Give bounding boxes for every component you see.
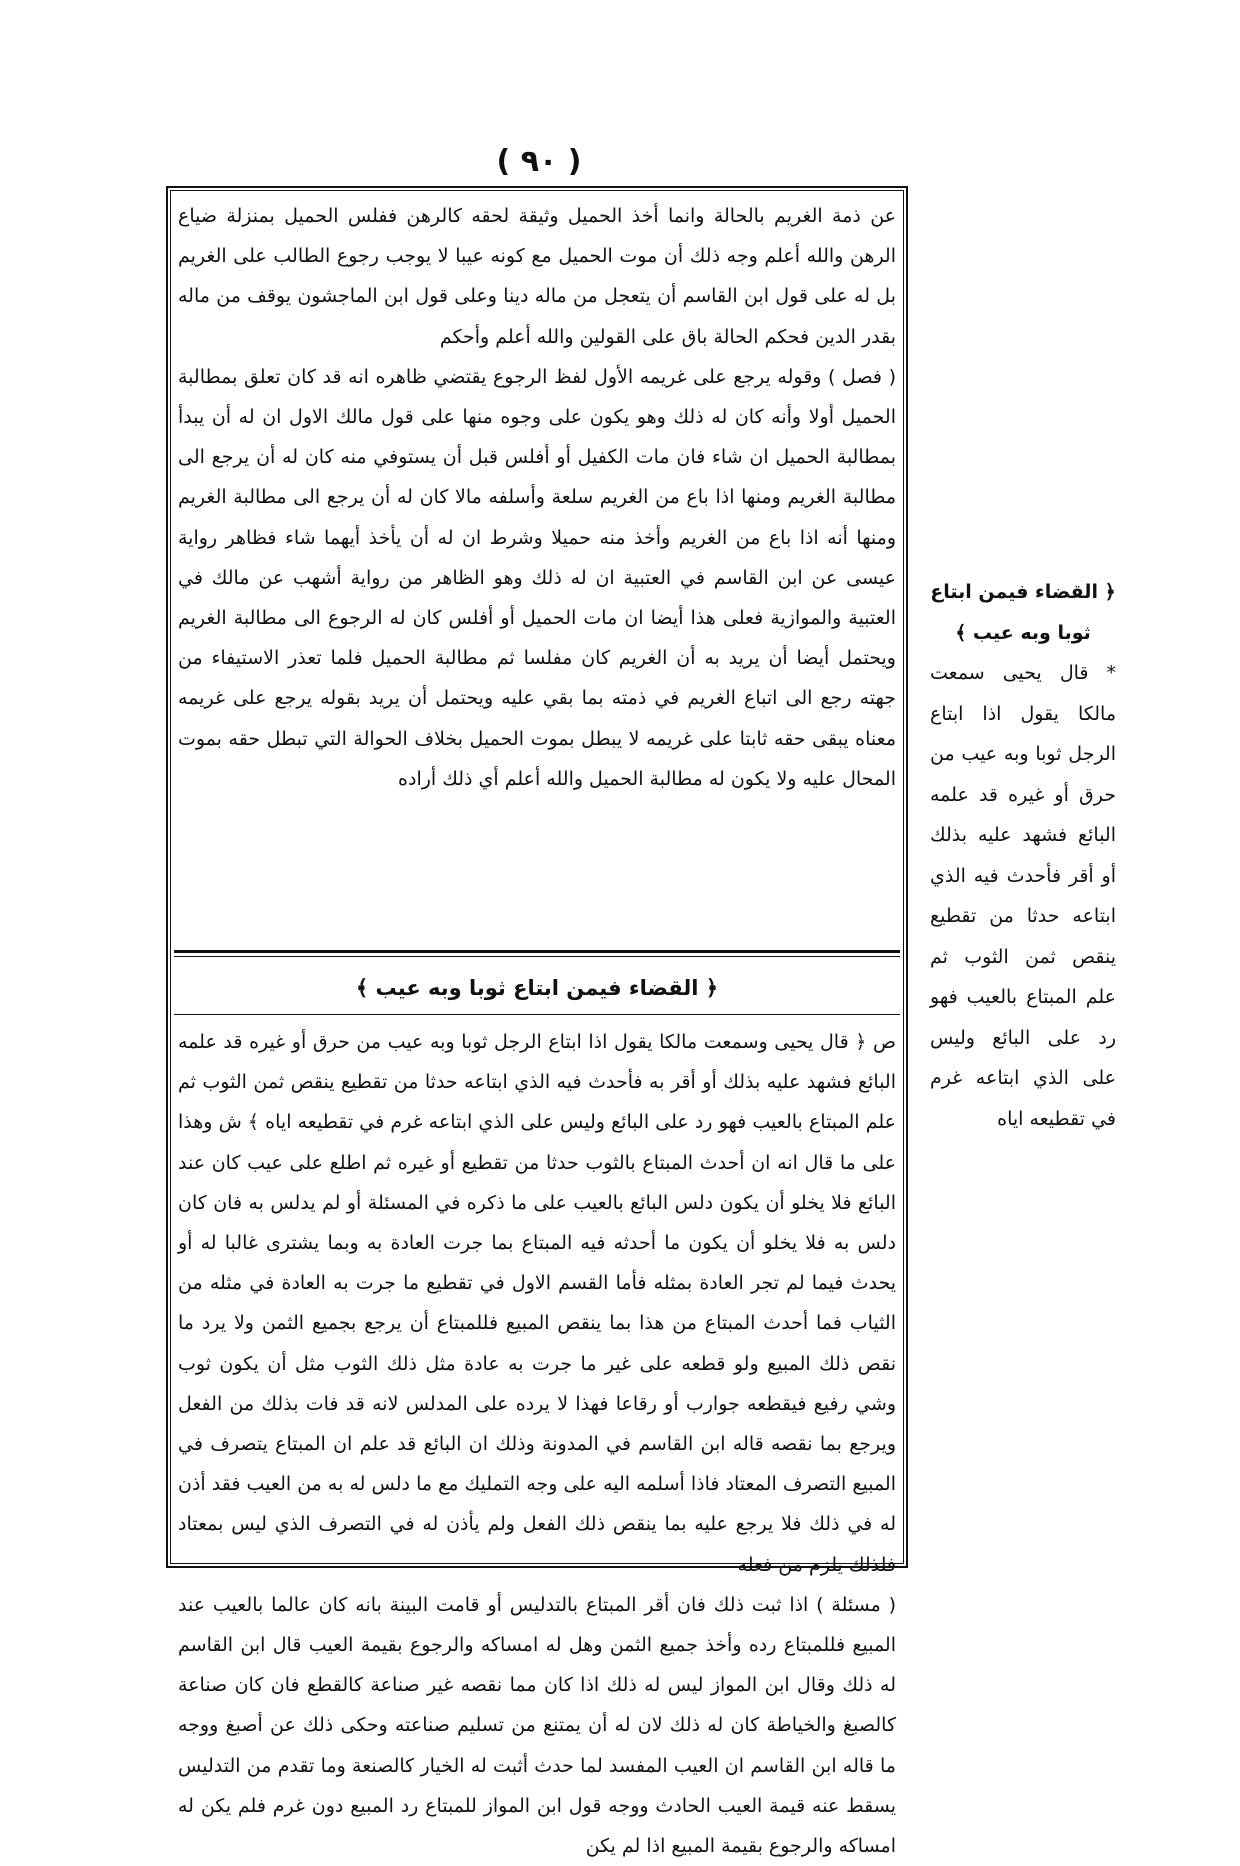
section-divider-top [174,950,900,953]
top-paragraph-1: عن ذمة الغريم بالحالة وانما أخذ الحميل وثيقة لحقه كالرهن ففلس الحميل بمنزلة ضياع الرهن والله أعلم وجه ذلك أن موت الحميل مع كونه عيبا لا يوجب رجوع الطالب على الغريم بل له على قول ابن القاسم أن يتعجل من ماله دينا وعلى قول ابن الماجشون يوقف من ماله بقدر الدين فحكم الحالة باق على القولين والله أعلم وأحكم [178,205,896,348]
margin-heading: ﴿ القضاء فيمن ابتاع ثوبا وبه عيب ﴾ [930,581,1116,644]
margin-note [930,572,1116,1139]
section-divider-bottom [174,1014,900,1015]
section-divider-top-thin [174,956,900,957]
main-text-frame [166,186,908,1858]
top-paragraph-2: ( فصل ) وقوله يرجع على غريمه الأول لفظ الرجوع يقتضي ظاهره انه قد كان تعلق بمطالبة الحميل أولا وأنه كان له ذلك وهو يكون على وجوه منها على قول مالك الاول ان له أن يبدأ بمطالبة الحميل ان شاء فان مات الكفيل أو أفلس قبل أن يستوفي منه كان له أن يرجع الى مطالبة الغريم ومنها اذا باع من الغريم سلعة وأسلفه مالا كان له أن يرجع الى مطالبة الغريم ومنها أنه اذا باع من الغريم وأخذ منه حميلا وشرط ان له أن يأخذ أيهما شاء فظاهر رواية عيسى عن ابن القاسم في العتبية ان له ذلك وهو الظاهر من رواية أشهب عن مالك في العتبية والموازية فعلى هذا أيضا ان مات الحميل أو أفلس كان له الرجوع الى مطالبة الغريم ويحتمل أيضا أن يريد به أن الغريم كان مفلسا ثم مطالبة الحميل فلما تعذر الاستيفاء من جهته رجع الى اتباع الغريم في ذمته بما بقي عليه ويحتمل أن يريد بقوله يرجع على غريمه معناه يبقى حقه ثابتا على غريمه لا يبطل بموت الحميل بخلاف الحوالة التي تبطل حقه بموت المحال عليه ولا يكون له مطالبة الحميل والله أعلم أي ذلك أراده [178,365,896,790]
page-number: ( ٩٠ ) [496,144,582,179]
section-heading: ﴿ القضاء فيمن ابتاع ثوبا وبه عيب ﴾ [355,976,719,1000]
bottom-paragraph-1: ص ﴿ قال يحيى وسمعت مالكا يقول اذا ابتاع الرجل ثوبا وبه عيب من حرق أو غيره قد علمه البائع فشهد عليه بذلك أو أقر به فأحدث فيه الذي ابتاعه حدثا من تقطيع ينقص ثمن الثوب ثم علم المبتاع بالعيب فهو رد على البائع وليس على الذي ابتاعه غرم في تقطيعه اياه ﴾ ش وهذا على ما قال انه ان أحدث المبتاع بالثوب حدثا من تقطيع أو غيره ثم اطلع على عيب كان عند البائع فلا يخلو أن يكون دلس البائع بالعيب على ما ذكره في المسئلة أو لم يدلس به فان كان دلس به فلا يخلو أن يكون ما أحدثه فيه المبتاع بما جرت العادة به وبما يشترى غالبا له أو يحدث فيما لم تجر العادة بمثله فأما القسم الاول في تقطيع ما جرت به العادة في مثله من الثياب فما أحدث المبتاع من هذا بما ينقص المبيع فللمبتاع أن يرجع بجميع الثمن ولا يرد ما نقص ذلك المبيع ولو قطعه على غير ما جرت به عادة مثل ذلك الثوب مثل أن يكون ثوب وشي رفيع فيقطعه جوارب أو رقاعا فهذا لا يرده على المدلس لانه قد فات بذلك من الفعل ويرجع بما نقصه قاله ابن القاسم في المدونة وذلك ان البائع قد علم ان المبتاع يتصرف في المبيع التصرف المعتاد فاذا أسلمه اليه على وجه التمليك مع ما دلس له به من العيب فقد أذن له في ذلك فلا يرجع عليه بما ينقص ذلك الفعل ولم يأذن له في التصرف الذي ليس بمعتاد فلذلك يلزم من فعله [178,1031,896,1576]
bottom-paragraph-2: ( مسئلة ) اذا ثبت ذلك فان أقر المبتاع بالتدليس أو قامت البينة بانه كان عالما بالعيب عند المبيع فللمبتاع رده وأخذ جميع الثمن وهل له امساكه والرجوع بقيمة العيب قال ابن القاسم له ذلك وقال ابن المواز ليس له ذلك اذا كان مما نقصه غير صناعة كالقطع فان كان صناعة كالصبغ والخياطة كان له ذلك لان له أن يمتنع من تسليم صناعته وحكى ذلك عن أصبغ ووجه ما قاله ابن القاسم ان العيب المفسد لما حدث أثبت له الخيار كالصنعة وما تقدم من التدليس يسقط عنه قيمة العيب الحادث ووجه قول ابن المواز للمبتاع رد المبيع دون غرم فلم يكن له امساكه والرجوع بقيمة المبيع اذا لم يكن [178,1593,896,1858]
margin-text: * قال يحيى سمعت مالكا يقول اذا ابتاع الرجل ثوبا وبه عيب من حرق أو غيره قد علمه البائع فشهد عليه بذلك أو أقر فأحدث فيه الذي ابتاعه حدثا من تقطيع ينقص ثمن الثوب ثم علم المبتاع بالعيب فهو رد على البائع وليس على الذي ابتاعه غرم في تقطيعه اياه [930,662,1116,1130]
top-text-column [178,196,896,799]
bottom-text-column [178,1022,896,1866]
